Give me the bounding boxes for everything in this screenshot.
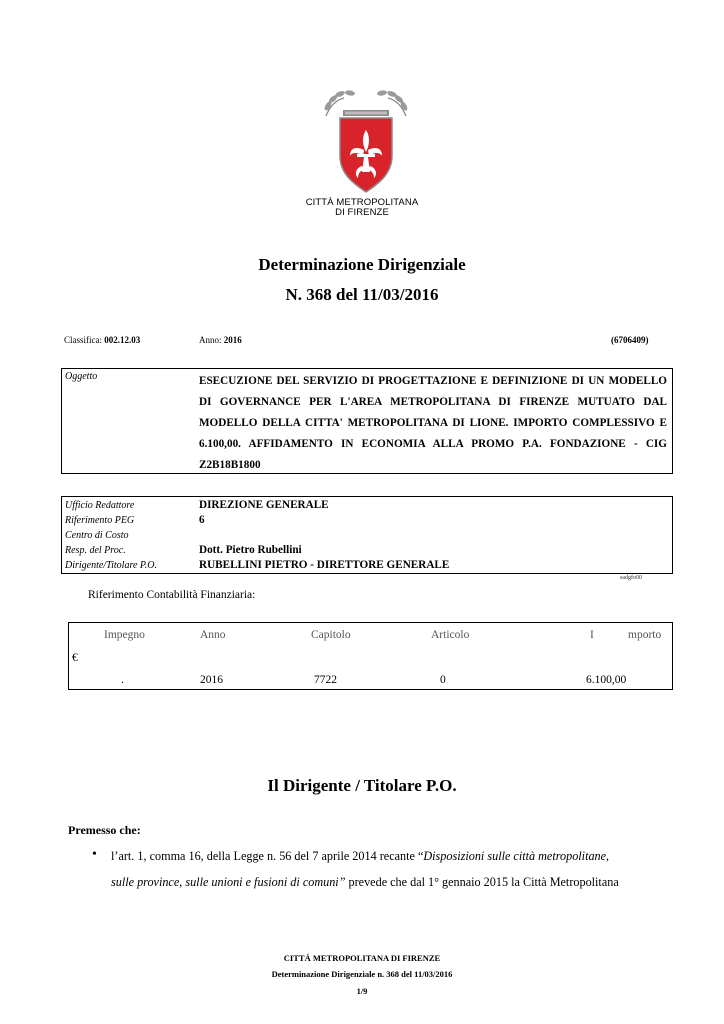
header-importo-i: I [590, 629, 594, 641]
p1-italic: Disposizioni sulle città metropolitane, [423, 849, 610, 863]
anno-value: 2016 [223, 335, 242, 345]
ufficio-row-value: DIREZIONE GENERALE [199, 499, 329, 511]
finanziaria-title: Riferimento Contabilità Finanziaria: [88, 589, 256, 601]
ufficio-row-label: Centro di Costo [65, 530, 129, 541]
ufficio-box [61, 496, 673, 574]
classifica-label: Classifica: [64, 335, 102, 345]
ufficio-row [65, 499, 329, 511]
anno [199, 335, 242, 345]
header-articolo: Articolo [431, 629, 470, 641]
logo-caption [300, 198, 424, 218]
p2-italic: sulle province, sulle unioni e fusioni di comuni” [111, 875, 346, 889]
footer-page-number: 1/9 [356, 986, 368, 996]
anno-label: Anno: [199, 335, 222, 345]
ufficio-row [65, 514, 205, 526]
footer-document: Determinazione Dirigenziale n. 368 del 11/03/2016 [271, 969, 453, 979]
finanziaria-table [68, 622, 673, 690]
cell-impegno: . [121, 674, 124, 686]
ufficio-row-label: Dirigente/Titolare P.O. [65, 560, 157, 571]
cell-capitolo: 7722 [314, 674, 337, 686]
premesso-heading: Premesso che: [68, 823, 141, 837]
paragraph-line-2 [111, 875, 619, 890]
currency-symbol: € [72, 652, 78, 664]
document-code [611, 335, 649, 345]
oggetto-label: Oggetto [65, 371, 98, 382]
oggetto-text: ESECUZIONE DEL SERVIZIO DI PROGETTAZIONE E DEFINIZIONE DI UN MODELLO DI GOVERNANCE PER L'AREA METROPOLITANA DI FIRENZE MUTUATO DAL MODELLO DELLA CITTA' METROPOLITANA DI LIONE. IMPORTO COMPLESSIVO E 6.100,00. AFFIDAMENTO IN ECONOMIA ALLA PROMO P.A. FONDAZIONE - CIG Z2B18B1800 [199, 375, 667, 471]
classifica-value: 002.12.03 [104, 335, 141, 345]
ufficio-row-label: Ufficio Redattore [65, 500, 135, 511]
ufficio-row-label: Resp. del Proc. [65, 545, 126, 556]
ufficio-row-value: RUBELLINI PIETRO - DIRETTORE GENERALE [199, 559, 450, 571]
p1-normal: l’art. 1, comma 16, della Legge n. 56 del 7 aprile 2014 recante “ [111, 849, 424, 863]
p2-normal: prevede che dal 1° gennaio 2015 la Città Metropolitana [345, 875, 619, 889]
logo-line-2: DI FIRENZE [335, 207, 389, 218]
ufficio-code: sadgfo00 [620, 575, 642, 581]
logo-line-1: CITTÀ METROPOLITANA [305, 197, 419, 208]
ufficio-row-value: Dott. Pietro Rubellini [199, 544, 302, 556]
cell-articolo: 0 [440, 674, 446, 686]
header-capitolo: Capitolo [311, 629, 351, 641]
ufficio-row [65, 544, 302, 556]
ufficio-row-label: Riferimento PEG [65, 515, 135, 526]
section-heading: Il Dirigente / Titolare P.O. [267, 776, 457, 795]
header-importo-rest: mporto [628, 629, 662, 641]
paragraph-line-1 [111, 849, 609, 864]
header-anno: Anno [200, 629, 226, 641]
ufficio-row [65, 529, 199, 541]
document-code-value: (6706409) [611, 335, 649, 345]
ufficio-row-value: 6 [199, 514, 205, 526]
header-impegno: Impegno [104, 629, 145, 641]
bullet-icon: • [92, 847, 97, 862]
document-title: Determinazione Dirigenziale [258, 255, 466, 274]
classifica [64, 335, 140, 345]
ufficio-row [65, 559, 449, 571]
footer-organization: CITTÁ METROPOLITANA DI FIRENZE [283, 953, 441, 963]
oggetto-box [61, 368, 673, 474]
cell-importo: 6.100,00 [586, 674, 627, 686]
cell-anno: 2016 [200, 674, 223, 686]
document-number: N. 368 del 11/03/2016 [285, 285, 439, 304]
